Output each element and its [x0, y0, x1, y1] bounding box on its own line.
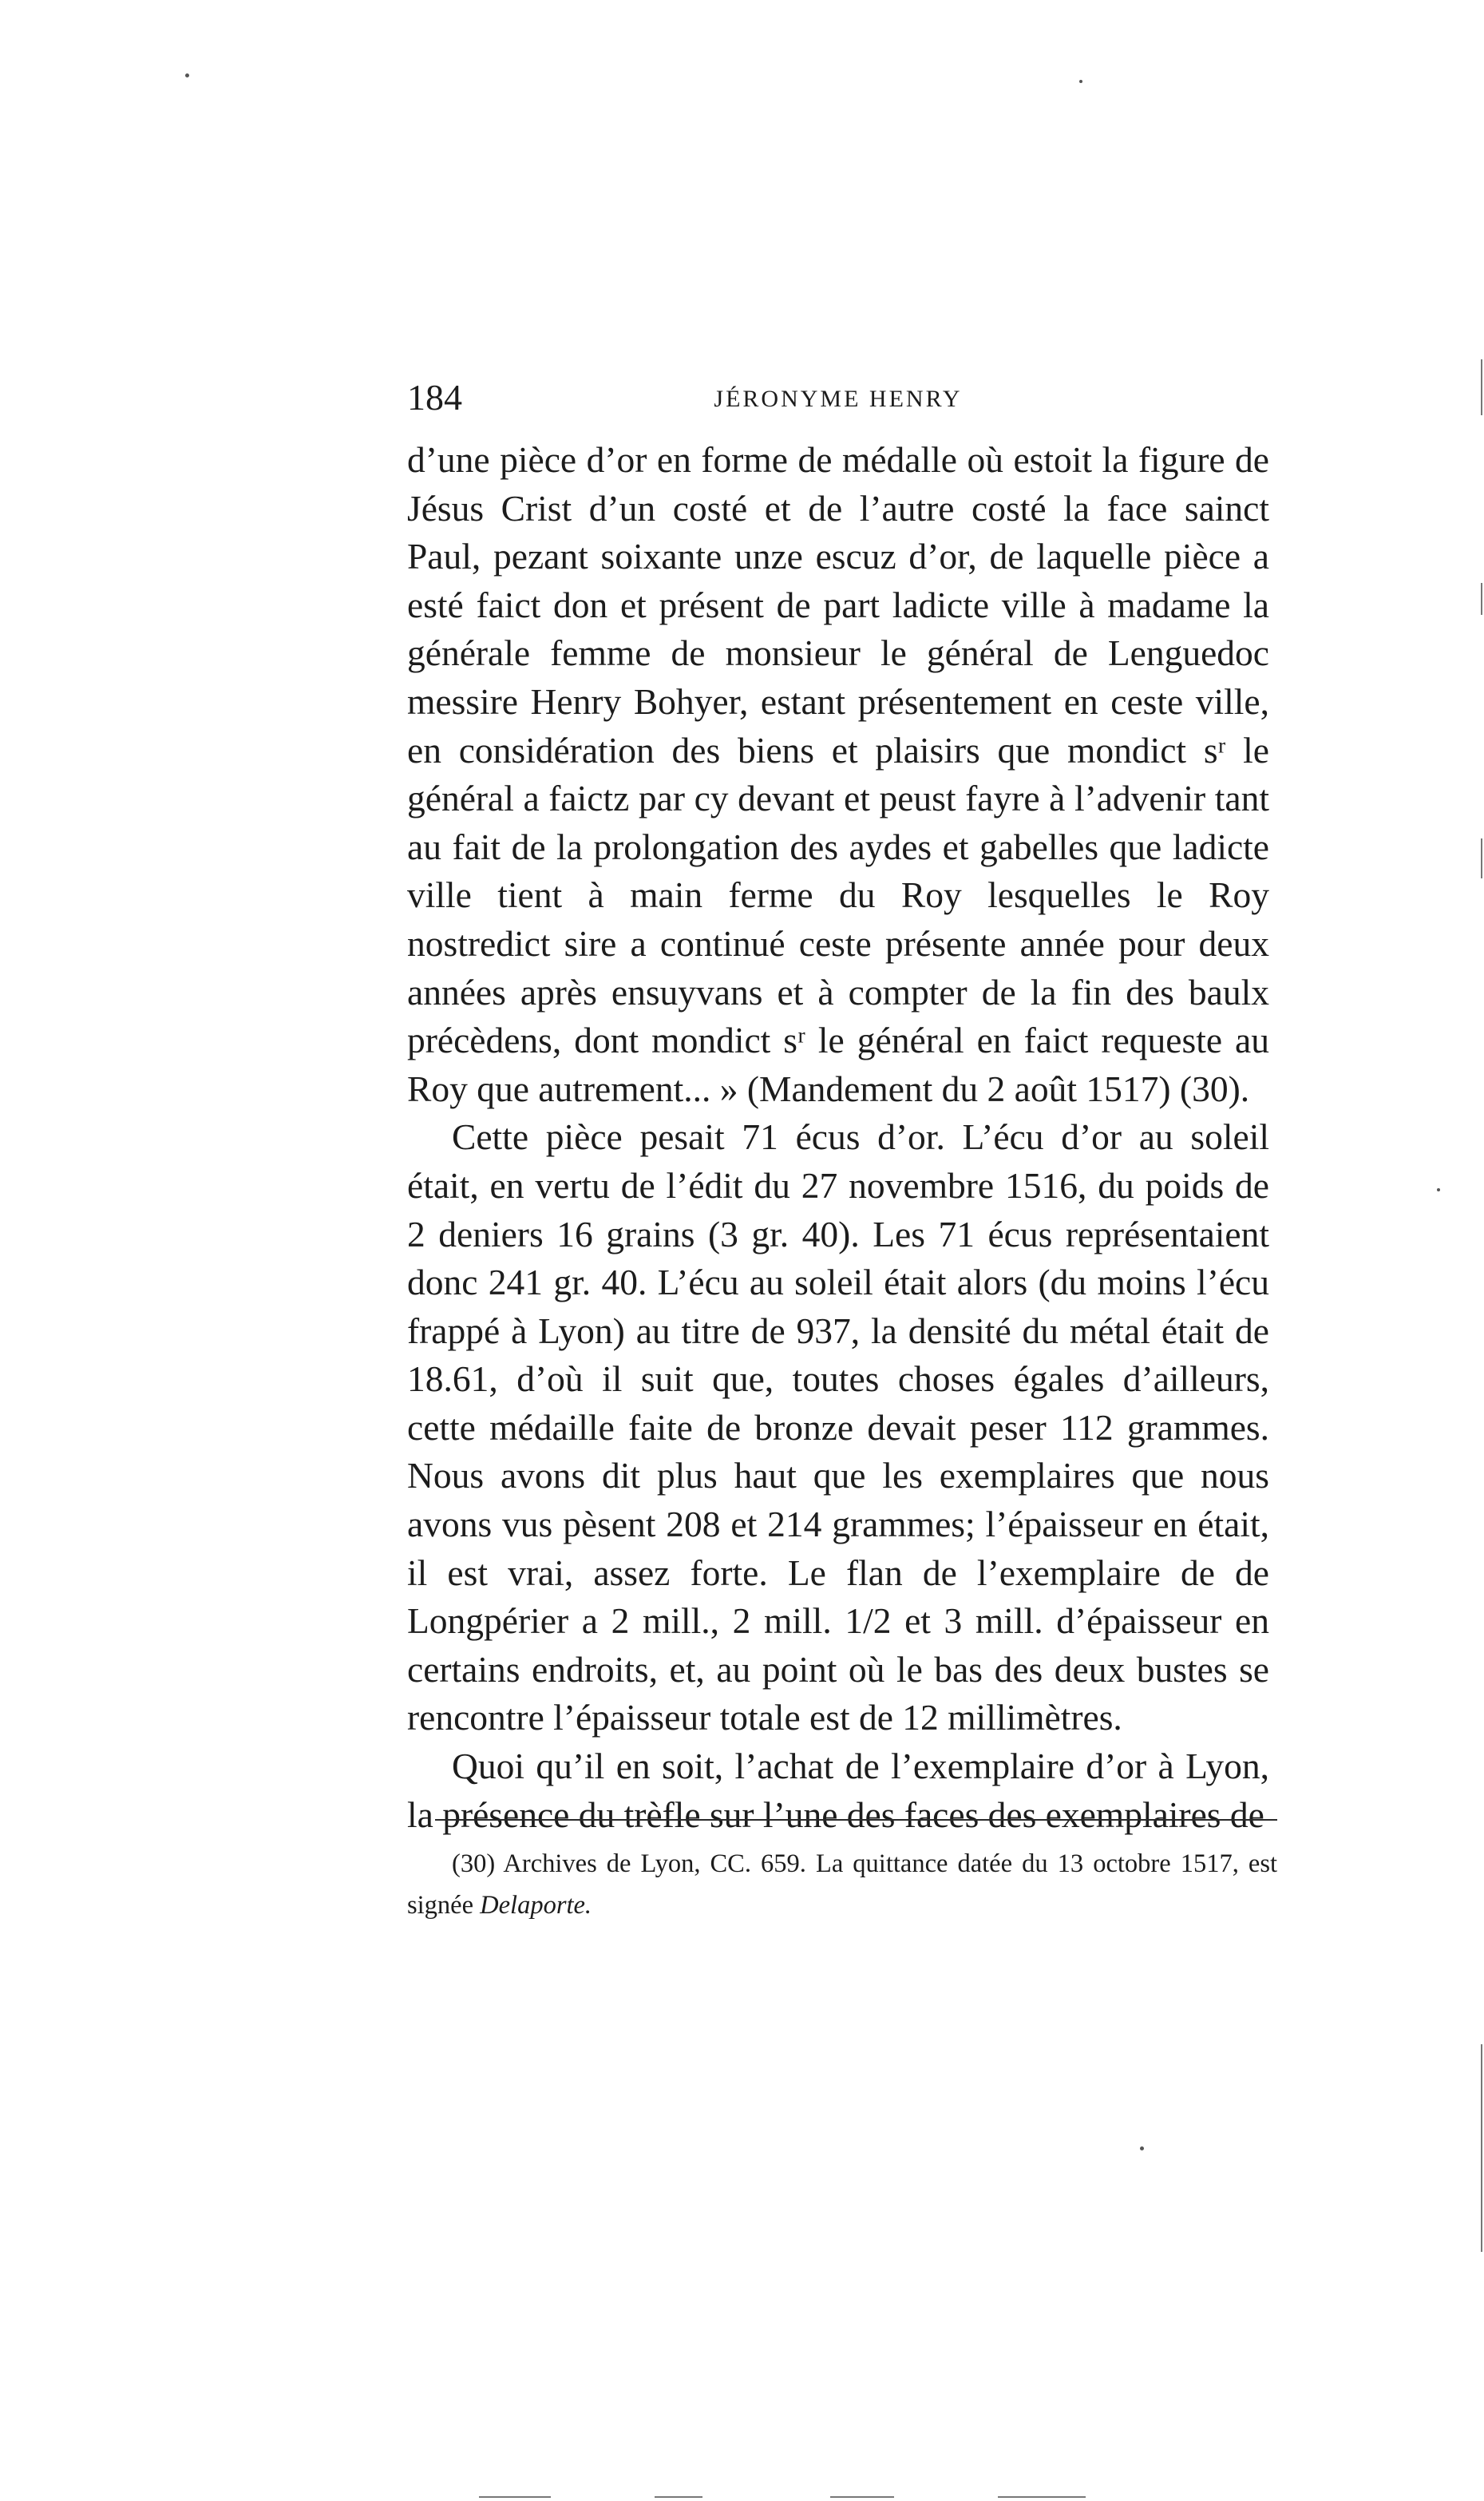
page-number: 184 — [407, 377, 462, 418]
scan-edge-mark — [655, 2496, 702, 2498]
footnote — [407, 1843, 1277, 1926]
paragraph-weight-analysis: Cette pièce pesait 71 écus d’or. L’écu d’or au soleil était, en vertu de l’édit du 27 novembre 1516, du poids de 2 deniers 16 grains (3 gr. 40). Les 71 écus représentaient donc 241 gr. 40. L’écu au soleil était alors (du moins l’écu frappé à Lyon) au titre de 937, la densité du métal était de 18.61, d’où il suit que, toutes choses égales d’ailleurs, cette médaille faite de bronze devait peser 112 grammes. Nous avons dit plus haut que les exemplaires que nous avons vus pèsent 208 et 214 grammes; l’épaisseur en était, il est vrai, assez forte. Le flan de l’exemplaire de de Longpérier a 2 mill., 2 mill. 1/2 et 3 mill. d’épaisseur en certains endroits, et, au point où le bas des deux bustes se rencontre l’épaisseur totale est de 12 millimètres. — [407, 1116, 1269, 1738]
scan-edge-mark — [998, 2496, 1086, 2498]
body-text — [407, 436, 1269, 1839]
footnote-signature: Delaporte. — [480, 1891, 592, 1920]
scan-speck — [1140, 2146, 1144, 2150]
scan-edge-mark — [1481, 359, 1482, 415]
scan-edge-mark — [830, 2496, 894, 2498]
footnote-divider — [435, 1819, 1277, 1821]
scan-edge-mark — [1481, 583, 1482, 615]
scan-speck — [185, 73, 189, 77]
scan-speck — [1437, 1188, 1440, 1191]
paragraph-conclusion: Quoi qu’il en soit, l’achat de l’exemplaire d’or à Lyon, la présence du trèfle sur l’une des faces des exemplaires de — [407, 1746, 1269, 1835]
scan-speck — [1079, 80, 1082, 83]
scan-edge-mark — [479, 2496, 551, 2498]
scan-edge-mark — [1481, 838, 1482, 878]
scan-edge-mark — [1481, 2044, 1482, 2252]
page-header — [407, 374, 1269, 422]
paragraph-quotation-end: d’une pièce d’or en forme de médalle où estoit la figure de Jésus Crist d’un costé et de l’autre costé la face sainct Paul, pezant soixante unze escuz d’or, de laquelle pièce a esté faict don et présent de part ladicte ville à madame la générale femme de monsieur le général de Lenguedoc messire Henry Bohyer, estant présentement en ceste ville, en considération des biens et plaisirs que mondict sʳ le général a faictz par cy devant et peust fayre à l’advenir tant au fait de la prolongation des aydes et gabelles que ladicte ville tient à main ferme du Roy lesquelles le Roy nostredict sire a continué ceste présente année pour deux années après ensuyvans et à compter de la fin des baulx précèdens, dont mondict sʳ le général en faict requeste au Roy que autrement... » (Mandement du 2 août 1517) (30). — [407, 439, 1269, 1109]
footnote-text: (30) Archives de Lyon, CC. 659. La quittance datée du 13 octobre 1517, est signée — [407, 1849, 1277, 1920]
running-title: JÉRONYME HENRY — [714, 386, 963, 412]
